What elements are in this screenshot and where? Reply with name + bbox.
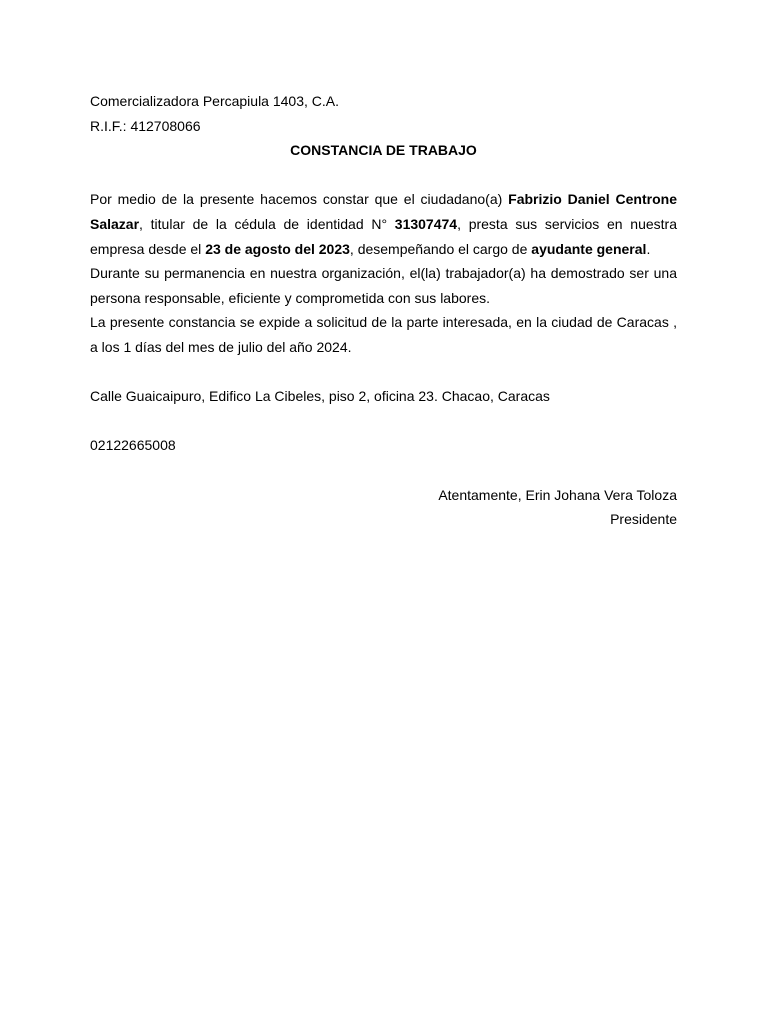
spacer	[90, 409, 677, 434]
certificate-paragraph-2: Durante su permanencia en nuestra organización, el(la) trabajador(a) ha demostrado ser una persona responsable, eficiente y comprometida con sus labores.	[90, 265, 677, 306]
start-date: 23 de agosto del 2023	[205, 240, 350, 257]
signature-closing: Atentamente, Erin Johana Vera Toloza	[438, 486, 677, 503]
employee-name: Fabrizio Daniel Centrone Salazar	[90, 191, 677, 232]
spacer	[90, 163, 677, 188]
certificate-paragraph-1	[90, 187, 677, 261]
document-content	[90, 89, 677, 532]
paragraph-text: Por medio de la presente hacemos constar que el ciudadano(a)	[90, 191, 509, 208]
company-phone: 02122665008	[90, 437, 176, 454]
certificate-paragraph-3: La presente constancia se expide a solicitud de la parte interesada, en la ciudad de Caracas , a los 1 días del mes de julio del año 2024.	[90, 314, 677, 355]
paragraph-text: , presta sus servicios en nuestra empresa desde el	[90, 215, 677, 257]
paragraph-text: .	[646, 240, 651, 257]
paragraph-text: , desempeñando el cargo de	[349, 240, 532, 257]
document-title: CONSTANCIA DE TRABAJO	[290, 142, 477, 159]
spacer	[90, 360, 677, 385]
company-rif: R.I.F.: 412708066	[90, 117, 201, 134]
company-name: Comercializadora Percapiula 1403, C.A.	[90, 93, 340, 109]
paragraph-text: , titular de la cédula de identidad N°	[139, 215, 395, 232]
id-number: 31307474	[394, 215, 458, 232]
job-position: ayudante general	[531, 240, 647, 257]
signature-role: Presidente	[610, 511, 677, 528]
company-address: Calle Guaicaipuro, Edifico La Cibeles, piso 2, oficina 23. Chacao, Caracas	[90, 388, 550, 405]
spacer	[90, 458, 677, 483]
